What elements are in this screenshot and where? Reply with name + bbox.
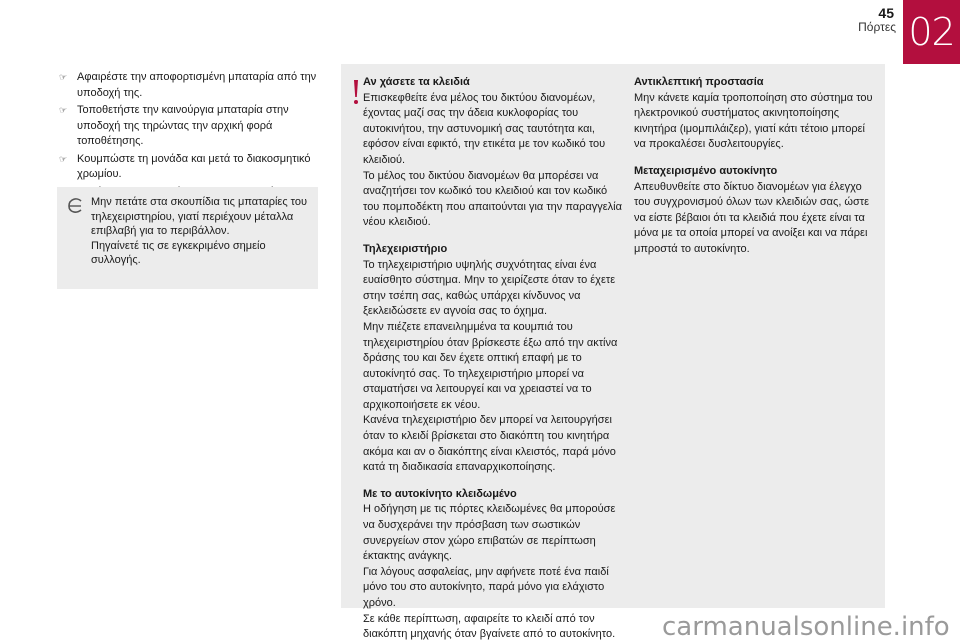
warning-left-column [363, 75, 625, 643]
step-item [57, 103, 319, 150]
eco-note-line1: Μην πετάτε στα σκουπίδια τις μπαταρίες του τηλεχειριστηρίου, γιατί περιέχουν μέταλλα επιβλαβή για το περιβάλλον. [91, 196, 307, 237]
eco-leaf-icon [65, 195, 87, 217]
locked-car-paragraph: Σε κάθε περίπτωση, αφαιρείτε το κλειδί από τον διακόπτη μηχανής όταν βγαίνετε από το αυτοκίνητο. [363, 612, 616, 641]
eco-note-line2: Πηγαίνετέ τις σε εγκεκριμένο σημείο συλλογής. [91, 239, 266, 266]
lost-keys-paragraph: Επισκεφθείτε ένα μέλος του δικτύου διανομέων, έχοντας μαζί σας την άδεια κυκλοφορίας του αυτοκινήτου, την αστυνομική σας ταυτότητα και, εφόσον είναι εφικτό, την ετικέτα με τον κωδικό του κλειδιού. [363, 91, 606, 166]
step-text: Τοποθετήστε την καινούργια μπαταρία στην υποδοχή της τηρώντας την αρχική φορά τοποθέτησης. [77, 104, 289, 147]
exclamation-icon [350, 78, 362, 106]
anti-theft-heading: Αντικλεπτική προστασία [634, 76, 764, 88]
remote-paragraph: Κανένα τηλεχειριστήριο δεν μπορεί να λειτουργήσει όταν το κλειδί βρίσκεται στο διακόπτη του κινητήρα ακόμα και αν ο διακόπτης είναι κλειστός, παρά μόνο κατά τη διαδικασία επαναρχικοποίησης. [363, 414, 616, 474]
lost-keys-heading: Αν χάσετε τα κλειδιά [363, 76, 470, 88]
step-item [57, 70, 319, 101]
remote-paragraph: Μην πιέζετε επανειλημμένα τα κουμπιά του τηλεχειριστηρίου όταν βρίσκεστε έξω από την ακτίνα δράσης του και δεν έχετε οπτική επαφή με το αυτοκίνητό σας. Το τηλεχειριστήριο μπορεί να σταματήσει να λειτουργεί και να χρειαστεί να το αρχικοποιήσετε εκ νέου. [363, 320, 618, 411]
used-car-paragraph: Απευθυνθείτε στο δίκτυο διανομέων για έλεγχο του συγχρονισμού όλων των κλειδιών σας, ώστε να είστε βέβαιοι ότι τα κλειδιά που έχετε είναι τα μόνα με τα οποία μπορεί να ανοίξει και να πάρει μπροστά το αυτοκίνητο. [634, 180, 870, 255]
remote-paragraph: Το τηλεχειριστήριο υψηλής συχνότητας είναι ένα ευαίσθητο σύστημα. Μην το χειρίζεστε όταν το έχετε στην τσέπη σας, καθώς υπάρχει κίνδυνος να ξεκλειδώσετε εν αγνοία σας το όχημα. [363, 258, 616, 318]
step-text: Κουμπώστε τη μονάδα και μετά το διακοσμητικό χρωμίου. [77, 152, 311, 180]
locked-car-heading: Με το αυτοκίνητο κλειδωμένο [363, 487, 517, 500]
section-title: Πόρτες [858, 20, 896, 34]
hand-pointer-icon: ☞ [59, 72, 68, 82]
chapter-tab[interactable]: 02 [903, 0, 960, 64]
watermark: carmanualsonline.info [662, 612, 950, 642]
hand-pointer-icon: ☞ [59, 105, 68, 115]
step-text: Αφαιρέστε την αποφορτισμένη μπαταρία από την υποδοχή της. [77, 71, 317, 99]
locked-car-paragraph: Για λόγους ασφαλείας, μην αφήνετε ποτέ ένα παιδί μόνο του στο αυτοκίνητο, παρά μόνο για ελάχιστο χρόνο. [363, 565, 609, 609]
eco-note-text [91, 195, 313, 268]
instruction-steps [57, 70, 319, 202]
page-number: 45 [878, 5, 894, 21]
step-item [57, 152, 319, 183]
warning-right-column [634, 75, 878, 269]
lost-keys-paragraph: Το μέλος του δικτύου διανομέων θα μπορέσει να αναζητήσει τον κωδικό του κλειδιού και τον κωδικό του πομποδέκτη που απαιτούνται για την παραγγελία νέου κλειδιού. [363, 169, 622, 229]
used-car-heading: Μεταχειρισμένο αυτοκίνητο [634, 164, 778, 177]
eco-note-box [57, 187, 318, 289]
hand-pointer-icon: ☞ [59, 153, 68, 164]
anti-theft-paragraph: Μην κάνετε καμία τροποποίηση στο σύστημα του ηλεκτρονικού συστήματος ακινητοποίησης κινητήρα (ιμομπιλάιζερ), γιατί κάτι τέτοιο μπορεί να προκαλέσει δυσλειτουργίες. [634, 91, 873, 151]
locked-car-paragraph: Η οδήγηση με τις πόρτες κλειδωμένες θα μπορούσε να δυσχεράνει την πρόσβαση των σωστικών συνεργείων στον χώρο επιβατών σε περίπτωση έκτακτης ανάγκης. [363, 503, 616, 563]
remote-heading: Τηλεχειριστήριο [363, 242, 448, 255]
